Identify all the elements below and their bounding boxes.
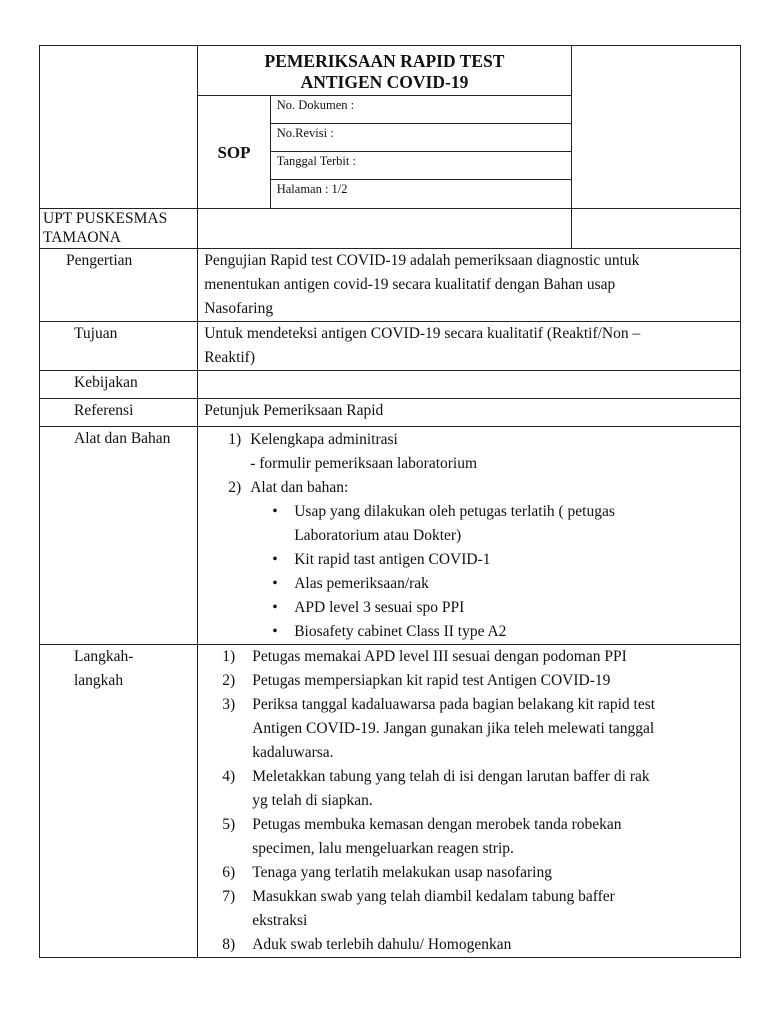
document-title [198,46,572,96]
alat-item-number: 2) [228,479,242,496]
step-text: specimen, lalu mengeluarkan reagen strip. [252,840,514,857]
org-blank-cell-right [571,209,740,249]
alat-sub-item [250,452,740,476]
organization-cell [40,209,198,249]
pengertian-line: menentukan antigen covid-19 secara kualitatif dengan Bahan usap [204,276,616,293]
org-blank-cell [198,209,572,249]
content-referensi: Petunjuk Pemeriksaan Rapid [198,399,741,427]
step-item [222,933,740,957]
sop-document [39,45,741,958]
alat-item-text: Alat dan bahan: [250,479,349,496]
label-kebijakan: Kebijakan [40,371,198,399]
step-text: Aduk swab terlebih dahulu/ Homogenkan [252,936,512,953]
bullet-item: • Biosafety cabinet Class II type A2 [272,620,740,644]
content-alat-bahan [198,427,741,645]
label-pengertian: Pengertian [40,249,198,322]
signature-cell [571,46,740,209]
field-no-revisi: No.Revisi : [270,123,571,151]
field-tanggal-terbit: Tanggal Terbit : [270,151,571,179]
step-number: 2) [222,672,236,689]
langkah-label-line-2: langkah [74,672,124,689]
step-number: 7) [222,888,236,905]
step-item [222,885,740,933]
step-item [222,765,740,813]
step-text: Meletakkan tabung yang telah di isi dengan larutan baffer di rak [252,768,650,785]
doc-meta-table [198,96,571,208]
step-item [222,669,740,693]
step-text: Petugas mempersiapkan kit rapid test Antigen COVID-19 [252,672,611,689]
step-text: ekstraksi [252,912,308,929]
step-text: kadaluwarsa. [252,744,334,761]
step-item [222,645,740,669]
org-line-2: TAMAONA [43,229,121,246]
step-text: yg telah di siapkan. [252,792,373,809]
alat-bullet-list [198,500,740,644]
sop-table [39,45,741,958]
content-tujuan [198,322,741,371]
step-text: Petugas membuka kemasan dengan merobek tanda robekan [252,816,622,833]
step-number: 6) [222,864,236,881]
alat-item [228,428,740,476]
step-item [222,693,740,765]
step-number: 3) [222,696,236,713]
step-text: Tenaga yang terlatih melakukan usap nasofaring [252,864,552,881]
steps-list [198,645,740,957]
bullet-item: • Kit rapid tast antigen COVID-1 [272,548,740,572]
label-alat-bahan: Alat dan Bahan [40,427,198,645]
step-item [222,861,740,885]
label-referensi: Referensi [40,399,198,427]
sop-label: SOP [198,96,270,208]
pengertian-line: Nasofaring [204,300,274,317]
content-pengertian [198,249,741,322]
sop-meta-cell [198,96,572,209]
field-no-dokumen: No. Dokumen : [270,96,571,123]
alat-item-number: 1) [228,431,242,448]
step-text: Masukkan swab yang telah diambil kedalam tabung baffer [252,888,615,905]
langkah-label-line-1: Langkah- [74,648,134,665]
field-halaman: Halaman : 1/2 [270,179,571,208]
label-langkah [40,645,198,958]
title-line-1: PEMERIKSAAN RAPID TEST [264,51,505,71]
tujuan-line: Reaktif) [204,349,256,366]
step-text: Antigen COVID-19. Jangan gunakan jika teleh melewati tanggal [252,720,655,737]
logo-cell [40,46,198,209]
content-kebijakan [198,371,741,399]
label-tujuan: Tujuan [40,322,198,371]
bullet-item: • Alas pemeriksaan/rak [272,572,740,596]
bullet-item [272,500,740,548]
step-number: 4) [222,768,236,785]
step-number: 8) [222,936,236,953]
title-line-2: ANTIGEN COVID-19 [300,72,469,92]
tujuan-line: Untuk mendeteksi antigen COVID-19 secara kualitatif (Reaktif/Non – [204,325,641,342]
pengertian-line: Pengujian Rapid test COVID-19 adalah pemeriksaan diagnostic untuk [204,252,640,269]
alat-item [228,476,740,500]
bullet-text: • Usap yang dilakukan oleh petugas terlatih ( petugas [294,503,615,520]
org-line-1: UPT PUSKESMAS [43,210,168,227]
content-langkah [198,645,741,958]
alat-item-text: Kelengkapa adminitrasi [250,431,398,448]
bullet-item: • APD level 3 sesuai spo PPI [272,596,740,620]
step-text: Petugas memakai APD level III sesuai dengan podoman PPI [252,648,627,665]
alat-list [198,428,740,500]
step-text: Periksa tanggal kadaluawarsa pada bagian belakang kit rapid test [252,696,656,713]
step-number: 5) [222,816,236,833]
alat-sub-text: - formulir pemeriksaan laboratorium [250,455,478,472]
step-item [222,813,740,861]
step-number: 1) [222,648,236,665]
bullet-text-cont: Laboratorium atau Dokter) [294,527,462,544]
